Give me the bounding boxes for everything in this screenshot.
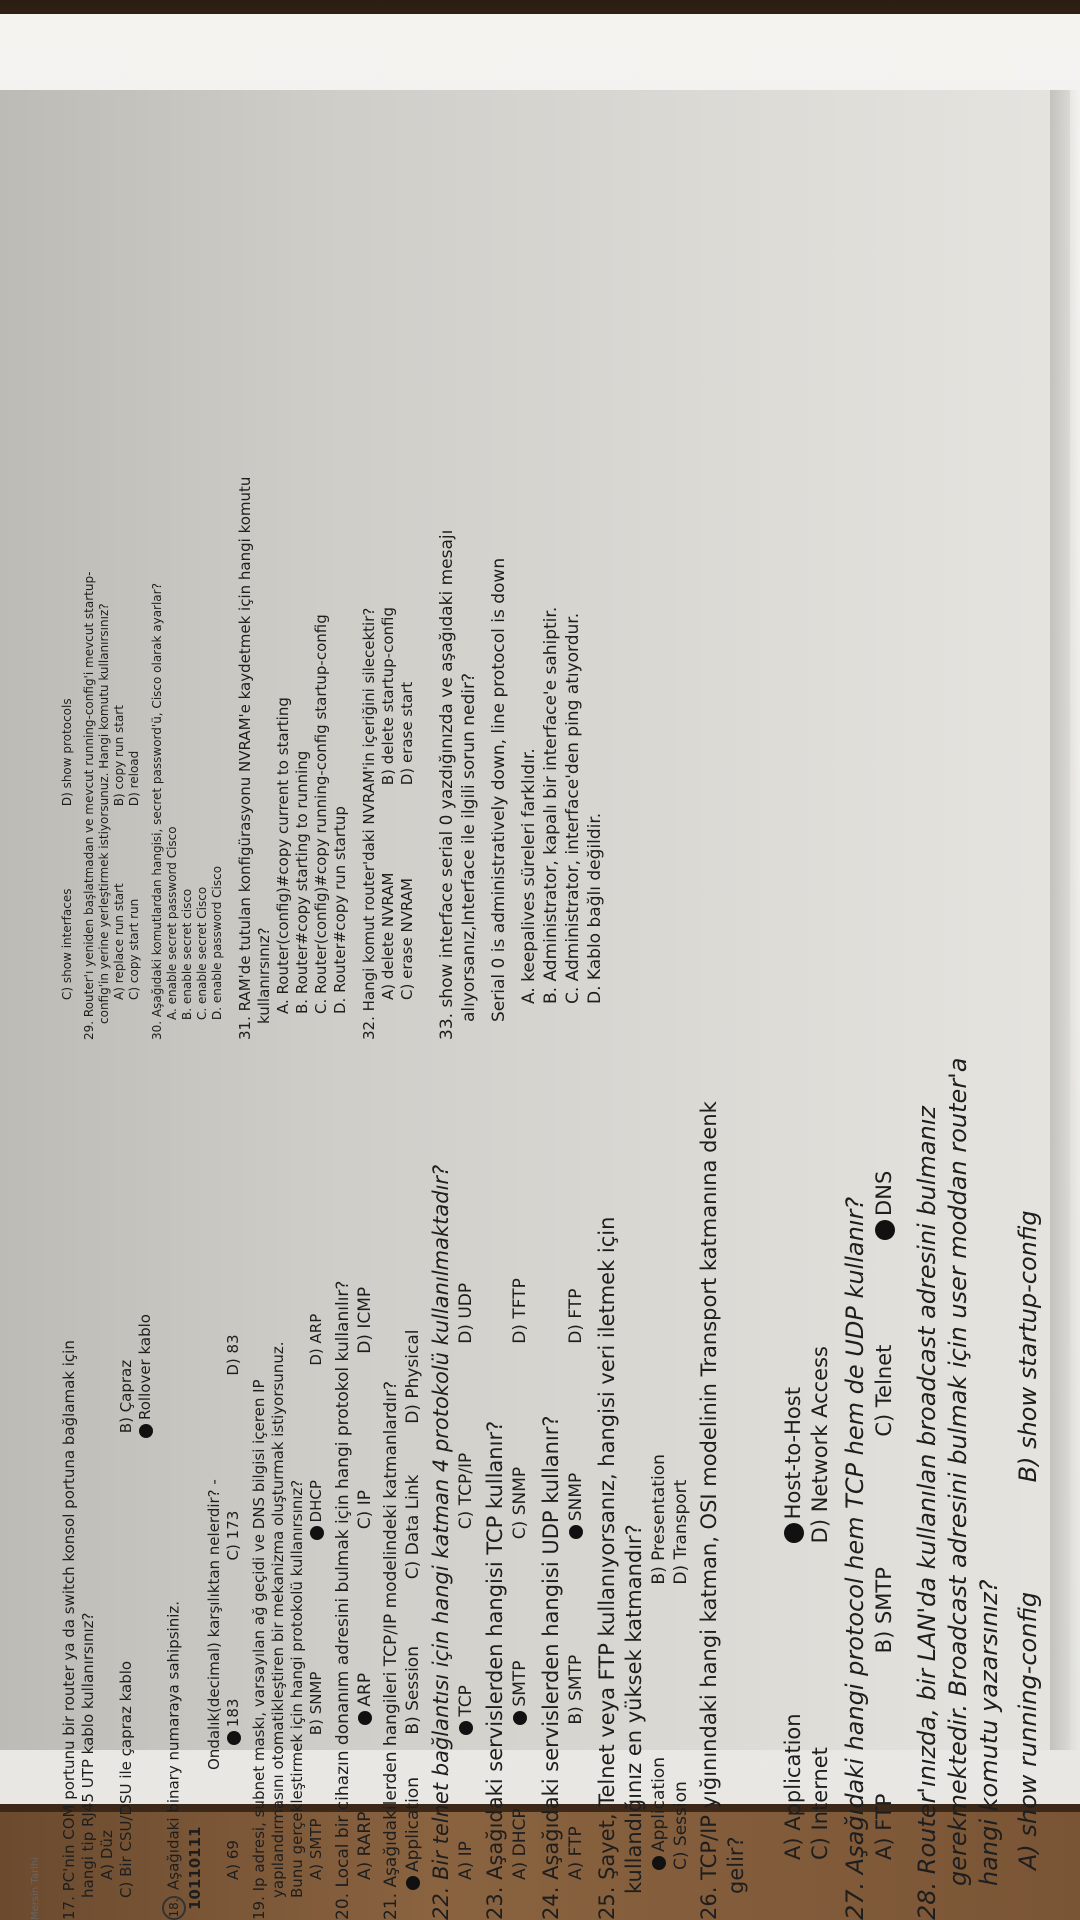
answer-option: Application (403, 1777, 423, 1872)
answer-option: 183 (224, 1698, 242, 1728)
answer-option: D) show protocols (60, 698, 74, 807)
fold-shadow (1050, 90, 1080, 1750)
answer-option: D. Router#copy run startup (331, 806, 349, 1014)
answer-option: C. Administrator, interface'den ping atıyordur. (563, 612, 583, 1004)
answer-option: A) FTP (566, 1826, 586, 1880)
question-21 (380, 1330, 424, 1920)
selected-answer-icon (569, 1525, 583, 1539)
answer-option: C) Telnet (872, 1344, 896, 1437)
answer-option: A. Router(config)#copy current to starting (274, 697, 292, 1014)
question-text: 20. Local bir cihazın donanım adresini bulmak için hangi protokol kullanılır? (333, 1280, 353, 1920)
answer-option: C) erase NVRAM (398, 878, 416, 1000)
answer-option: ARP (355, 1672, 375, 1707)
answer-option: DNS (872, 1170, 896, 1216)
answer-option: Host-to-Host (781, 1387, 805, 1520)
question-text: 21. Aşağıdakilerden hangileri TCP/IP modelindeki katmanlardır? (381, 1380, 401, 1920)
answer-option: D) Physical (403, 1329, 423, 1424)
question-text: kullanırsınız? (255, 927, 273, 1024)
question-text: 27. Aşağıdaki hangi protocol hem TCP hem de UDP kullanır? (841, 1196, 869, 1920)
question-text: hangi tip RJ45 UTP kablo kullanırsınız? (79, 1612, 97, 1898)
question-27 (840, 1171, 898, 1920)
answer-option: D) ICMP (355, 1286, 375, 1354)
answer-option: DHCP (307, 1480, 325, 1523)
question-text: 23. Aşağıdaki servislerden hangisi TCP kullanır? (483, 1420, 507, 1920)
answer-option: A) 69 (224, 1840, 242, 1880)
answer-option: B) Session (403, 1646, 423, 1735)
question-text: hangi komutu yazarsınız? (975, 1579, 1003, 1886)
answer-option: A) delete NVRAM (379, 872, 397, 1000)
answer-option: D) Transport (671, 1479, 691, 1585)
binary-number: 10110111 (186, 1826, 204, 1910)
answer-option: C) Internet (808, 1747, 832, 1860)
answer-option: B) Presentation (649, 1454, 669, 1585)
answer-option: B. Administrator, kapalı bir interface'e sahiptir. (541, 606, 561, 1004)
answer-option: C) IP (355, 1490, 375, 1530)
question-text: 17. PC'nin COM portunu bir router ya da switch konsol portuna bağlamak için (60, 1340, 78, 1920)
answer-option: B) SMTP (566, 1654, 586, 1725)
question-31 (236, 477, 350, 1040)
answer-option: C) show interfaces (60, 888, 74, 1000)
answer-option: D) reload (127, 750, 141, 807)
answer-option: C. enable secret Cisco (195, 886, 209, 1020)
header-note: Mersin Tarihi (30, 1857, 41, 1920)
question-text: yapılandırmasını otomatikleştiren bir mekanizma oluşturmak istiyorsunuz. (269, 1341, 287, 1898)
answer-option: B. enable secret cisco (180, 888, 194, 1020)
answer-option: C) Bir CSU/DSU ile çapraz kablo (117, 1660, 135, 1898)
question-text: 31. RAM'de tutulan konfigürasyonu NVRAM'e kaydetmek için hangi komutu (236, 476, 254, 1040)
answer-option: C) Data Link (403, 1474, 423, 1580)
question-28 (912, 1058, 1044, 1920)
selected-answer-icon (513, 1711, 527, 1725)
exam-page (30, 360, 1042, 1920)
question-text: Bunu gerçekleştirmek için hangi protokolü kullanırsınız? (288, 1479, 306, 1898)
circled-number-icon: 18. (162, 1896, 186, 1920)
answer-option: B) SNMP (307, 1671, 325, 1736)
answer-option: B) SMTP (872, 1567, 896, 1654)
answer-option: A) IP (456, 1841, 476, 1880)
answer-option: C) copy start run (127, 898, 141, 1000)
answer-option: B) copy run start (112, 705, 126, 807)
question-text: 33. show interface serial 0 yazdığınızda ve aşağıdaki mesajı (437, 529, 457, 1040)
answer-option: A. keepalives süreleri farklıdır. (519, 748, 539, 1004)
question-text: Aşağıdaki binary numaraya sahipsiniz. (164, 1600, 183, 1890)
question-19 (250, 1314, 326, 1920)
question-text: Ondalık(decimal) karşılıktan nelerdir? - (205, 1479, 223, 1770)
question-text: alıyorsanız,Interface ile ilgili sorun nedir? (459, 672, 479, 1022)
question-25 (594, 1217, 692, 1920)
question-20 (332, 1281, 376, 1920)
question-22 (428, 1165, 477, 1920)
question-28-continued (60, 698, 75, 1040)
answer-option: A) Application (781, 1713, 805, 1860)
selected-answer-icon (784, 1523, 804, 1543)
answer-option: D. Kablo bağlı değildir. (585, 812, 605, 1004)
selected-answer-icon (310, 1526, 324, 1540)
question-text: 25. Şayet, Telnet veya FTP kullanıyorsanız, hangisi veri iletmek için (595, 1216, 619, 1920)
answer-option: A) FTP (872, 1793, 896, 1860)
answer-option: SMTP (510, 1660, 530, 1707)
answer-option: C) TCP/IP (456, 1452, 476, 1530)
answer-option: D) ARP (307, 1313, 325, 1366)
selected-answer-icon (227, 1731, 241, 1745)
answer-option: A) RARP (355, 1811, 375, 1880)
answer-option: C) 173 (224, 1510, 242, 1561)
selected-answer-icon (652, 1856, 666, 1870)
question-text: kullandığınız en yüksek katmandır? (622, 1524, 646, 1894)
selected-answer-icon (875, 1220, 895, 1240)
question-text: 28. Router'ınızda, bir LAN'da kullanılan broadcast adresini bulmanız (913, 1105, 941, 1920)
selected-answer-icon (406, 1876, 420, 1890)
answer-option: D) TFTP (510, 1278, 530, 1344)
question-26 (696, 1101, 834, 1920)
answer-option: Application (649, 1757, 669, 1852)
answer-option: SNMP (566, 1472, 586, 1522)
answer-option: B) Çapraz (117, 1359, 135, 1434)
answer-option: TCP (456, 1685, 476, 1717)
question-text: 32. Hangi komut router'daki NVRAM'in içeriğini silecektir? (360, 607, 378, 1040)
question-text: 26. TCP/IP yığınındaki hangi katman, OSI modelinin Transport katmanına denk (697, 1101, 721, 1920)
question-text: config'in yerine yerleştirmek istiyorsunuz. Hangi komutu kullanırsınız? (97, 603, 111, 1024)
question-18 (162, 1334, 243, 1920)
answer-option: D) Network Access (808, 1346, 832, 1544)
answer-option: A) show running-config (1014, 1591, 1042, 1870)
answer-option: A) replace run start (112, 883, 126, 1000)
question-text: 19. Ip adresi, subnet maskı, varsayılan ağ geçidi ve DNS bilgisi içeren IP (250, 1379, 268, 1920)
selected-answer-icon (139, 1424, 153, 1438)
answer-option: C. Router(config)#copy running-config startup-config (312, 614, 330, 1014)
question-text: 24. Aşağıdaki servislerden hangisi UDP kullanır? (539, 1415, 563, 1920)
question-text: gerekmektedir. Broadcast adresini bulmak için user moddan router'a (944, 1057, 972, 1886)
answer-option: A) SMTP (307, 1818, 325, 1880)
answer-option: D) 83 (224, 1334, 242, 1376)
question-30 (150, 583, 225, 1040)
answer-option: C) Session (671, 1781, 691, 1870)
question-text: gelir? (724, 1836, 748, 1894)
answer-option: C) SNMP (510, 1466, 530, 1540)
answer-option: D. enable password Cisco (210, 865, 224, 1020)
answer-option: B. Router#copy starting to running (293, 750, 311, 1014)
selected-answer-icon (459, 1721, 473, 1735)
answer-option: B) show startup-config (1014, 1210, 1042, 1483)
question-text: 22. Bir telnet bağlantısı için hangi katman 4 protokolü kullanılmaktadır? (429, 1164, 453, 1920)
question-17 (60, 1314, 155, 1920)
answer-option: D) erase start (398, 681, 416, 786)
answer-option: A. enable secret password Cisco (165, 826, 179, 1020)
question-24 (538, 1289, 587, 1920)
error-message: Serial 0 is administratively down, line protocol is down (489, 557, 509, 1022)
question-29 (82, 572, 142, 1040)
answer-option: A) Düz (98, 1830, 116, 1880)
question-23 (482, 1278, 531, 1920)
answer-option: D) UDP (456, 1282, 476, 1344)
question-33 (436, 530, 606, 1040)
selected-answer-icon (358, 1711, 372, 1725)
answer-option: D) FTP (566, 1288, 586, 1344)
answer-option: A) DHCP (510, 1808, 530, 1880)
answer-option: B) delete startup-config (379, 607, 397, 786)
question-text: 29. Router'ı yeniden başlatmadan ve mevcut running-config'i mevcut startup- (82, 571, 96, 1040)
question-32 (360, 607, 417, 1040)
answer-option: Rollover kablo (136, 1314, 154, 1420)
question-text: 30. Aşağıdaki komutlardan hangisi, secret password'ü, Cisco olarak ayarlar? (150, 583, 164, 1040)
